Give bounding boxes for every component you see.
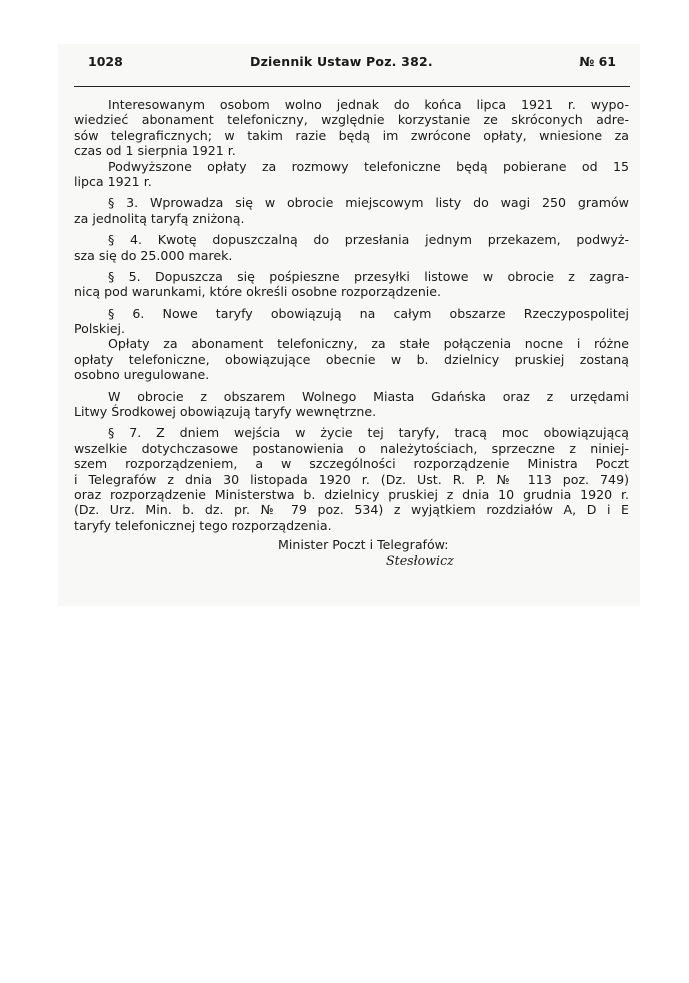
text-line: sza się do 25.000 marek. [74, 247, 233, 263]
text-line: Polskiej. [74, 321, 125, 337]
page-header [88, 54, 616, 74]
document-body [74, 97, 629, 569]
section-3-line: § 3. Wprowadza się w obrocie miejscowym listy do wagi 250 gramów [108, 195, 629, 211]
text-line: Interesowanym osobom wolno jednak do końca lipca 1921 r. wypo- [108, 97, 629, 112]
text-line: i Telegrafów z dnia 30 listopada 1920 r. (Dz. Ust. R. P. № 113 poz. 749) [74, 471, 629, 487]
text-line: osobno uregulowane. [74, 367, 210, 383]
text-line: wszelkie dotychczasowe postanowienia o należytościach, sprzeczne z niniej- [74, 440, 629, 456]
section-6-line: § 6. Nowe taryfy obowiązują na całym obszarze Rzeczypospolitej [108, 305, 629, 321]
header-rule [74, 86, 630, 87]
text-line: (Dz. Urz. Min. b. dz. pr. № 79 poz. 534) z wyjątkiem rozdziałów A, D i E [74, 502, 629, 518]
page-number: 1028 [88, 54, 123, 69]
text-line: szem rozporządzeniem, a w szczególności rozporządzenie Ministra Poczt [74, 456, 629, 472]
section-4-line: § 4. Kwotę dopuszczalną do przesłania jednym przekazem, podwyż- [108, 232, 629, 248]
journal-title: Dziennik Ustaw Poz. 382. [250, 54, 433, 69]
text-line: Opłaty za abonament telefoniczny, za stałe połączenia nocne i różne [108, 336, 629, 352]
text-line: nicą pod warunkami, które określi osobne rozporządzenie. [74, 284, 442, 300]
text-line: opłaty telefoniczne, obowiązujące obecnie w b. dzielnicy pruskiej zostaną [74, 351, 629, 367]
text-line: Litwy Środkowej obowiązują taryfy wewnętrzne. [74, 404, 377, 420]
text-line: Podwyższone opłaty za rozmowy telefoniczne będą pobierane od 15 [108, 158, 629, 174]
text-line: czas od 1 sierpnia 1921 r. [74, 143, 236, 159]
text-line: lipca 1921 r. [74, 173, 152, 189]
text-line: sów telegraficznych; w takim razie będą im zwrócone opłaty, wniesione za [74, 127, 629, 143]
section-7-line: § 7. Z dniem wejścia w życie tej taryfy, tracą moc obowiązującą [108, 425, 629, 441]
section-5-line: § 5. Dopuszcza się pośpieszne przesyłki listowe w obrocie z zagra- [108, 268, 629, 284]
signature-title: Minister Poczt i Telegrafów: [278, 537, 449, 553]
signature-name: Stesłowicz [386, 553, 454, 569]
text-line: W obrocie z obszarem Wolnego Miasta Gdańska oraz z urzędami [108, 388, 629, 404]
issue-number: № 61 [579, 54, 616, 69]
text-line: oraz rozporządzenie Ministerstwa b. dzielnicy pruskiej z dnia 10 grudnia 1920 r. [74, 486, 629, 502]
text-line: wiedzieć abonament telefoniczny, względnie korzystanie ze skróconych adre- [74, 112, 629, 128]
text-line: za jednolitą taryfą zniżoną. [74, 210, 245, 226]
text-line: taryfy telefonicznej tego rozporządzenia. [74, 517, 332, 533]
